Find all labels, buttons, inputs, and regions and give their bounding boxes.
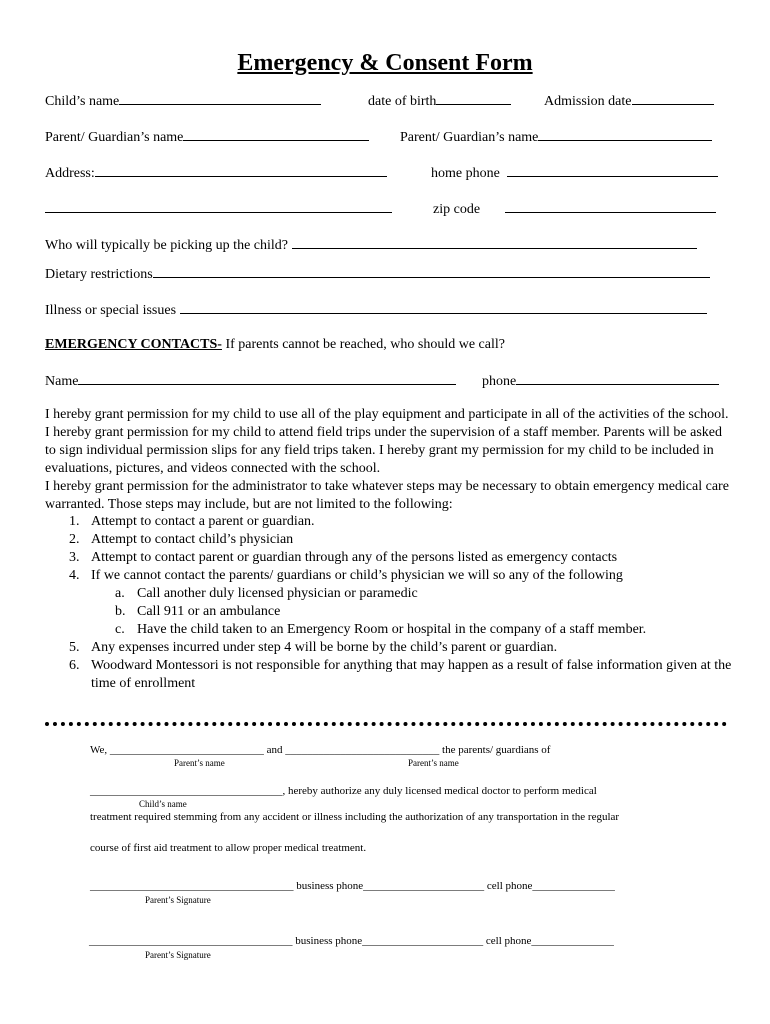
illness-field[interactable]	[180, 301, 707, 314]
page-title: Emergency & Consent Form	[237, 50, 533, 76]
home-phone-row	[431, 164, 718, 182]
list-item: b. Call 911 or an ambulance	[115, 603, 281, 619]
list-item: 6. Woodward Montessori is not responsible for anything that may happen as a result of false information given at the time of enrollment	[69, 657, 732, 691]
illness-label: Illness or special issues	[45, 303, 177, 318]
address-line-2-row	[45, 200, 392, 218]
guardian-1-label: Parent/ Guardian’s name	[45, 130, 184, 145]
guardian-2-label: Parent/ Guardian’s name	[400, 130, 539, 145]
childs-name-field[interactable]	[119, 92, 321, 105]
home-phone-label: home phone	[431, 166, 500, 181]
list-item: a. Call another duly licensed physician or paramedic	[115, 586, 418, 602]
list-item: 5. Any expenses incurred under step 4 will be borne by the child’s parent or guardian.	[69, 639, 558, 655]
signature-label-1: Parent’s Signature	[145, 895, 211, 905]
address-field[interactable]	[95, 164, 387, 177]
emergency-phone-field[interactable]	[516, 372, 719, 385]
list-item: 1. Attempt to contact a parent or guardian.	[69, 514, 315, 530]
pickup-label: Who will typically be picking up the child?	[45, 238, 288, 253]
guardian-1-field[interactable]	[183, 128, 369, 141]
emergency-name-label: Name	[45, 374, 79, 389]
emergency-heading-row	[45, 337, 505, 353]
admission-date-label: Admission date	[544, 94, 632, 109]
guardian-1-row	[45, 128, 369, 146]
dob-field[interactable]	[436, 92, 511, 105]
dietary-field[interactable]	[153, 265, 710, 278]
zip-code-field[interactable]	[505, 200, 716, 213]
admission-row	[544, 92, 714, 110]
list-item: 3. Attempt to contact parent or guardian through any of the persons listed as emergency contacts	[69, 550, 618, 566]
permissions-block	[45, 406, 735, 693]
address-line-2-field[interactable]	[45, 200, 392, 213]
address-row	[45, 164, 387, 182]
medical-steps-list	[45, 513, 735, 692]
dietary-label: Dietary restrictions	[45, 267, 153, 282]
emergency-question: If parents cannot be reached, who should we call?	[221, 337, 505, 352]
parents-name-label-1: Parent’s name	[174, 758, 225, 768]
guardian-2-row	[400, 128, 712, 146]
pickup-row	[45, 236, 697, 254]
emergency-phone-label: phone	[482, 374, 517, 389]
dob-label: date of birth	[368, 94, 437, 109]
consent-we-line[interactable]: We, ____________________________ and ____________________________ the parents/ guardians of	[90, 744, 551, 756]
list-item: 4. If we cannot contact the parents/ guardians or child’s physician we will so any of the following	[69, 568, 623, 584]
course-text: course of first aid treatment to allow proper medical treatment.	[90, 842, 367, 854]
childs-name-label: Child’s name	[45, 94, 120, 109]
emergency-phone-row	[482, 372, 719, 390]
childs-name-caption: Child’s name	[139, 799, 187, 809]
signature-line-1[interactable]: _____________________________________ business phone______________________ cell phone_______________	[90, 880, 615, 892]
admission-date-field[interactable]	[632, 92, 714, 105]
authorize-line[interactable]: ___________________________________, hereby authorize any duly licensed medical doctor to perform medical	[90, 785, 597, 797]
illness-row	[45, 301, 707, 319]
home-phone-field[interactable]	[507, 164, 718, 177]
emergency-name-field[interactable]	[78, 372, 456, 385]
parents-name-label-2: Parent’s name	[408, 758, 459, 768]
permission-play: I hereby grant permission for my child to use all of the play equipment and participate in all of the activities of the school.	[45, 407, 729, 422]
pickup-field[interactable]	[292, 236, 697, 249]
zip-code-row	[433, 200, 716, 218]
treatment-text: treatment required stemming from any accident or illness including the authorization of any transportation in the regular	[90, 811, 620, 823]
address-label: Address:	[45, 166, 95, 181]
dob-row	[368, 92, 511, 110]
zip-code-label: zip code	[433, 202, 481, 217]
signature-label-2: Parent’s Signature	[145, 950, 211, 960]
cut-line-divider	[45, 722, 727, 726]
emergency-heading: EMERGENCY CONTACTS-	[45, 337, 222, 352]
list-item: c. Have the child taken to an Emergency Room or hospital in the company of a staff member.	[115, 621, 647, 637]
signature-line-2[interactable]: _____________________________________ business phone______________________ cell phone_______________	[89, 935, 614, 947]
dietary-row	[45, 265, 710, 283]
guardian-2-field[interactable]	[538, 128, 712, 141]
emergency-name-row	[45, 372, 456, 390]
permission-field-trips: I hereby grant permission for my child to attend field trips under the supervision of a staff member. Parents will be asked to sign individual permission slips for any field trips taken. I hereby grant my permission for my child to be included in evaluations, pictures, and videos connected with the school.	[45, 424, 723, 476]
permission-medical: I hereby grant permission for the administrator to take whatever steps may be necessary to obtain emergency medical care warranted. Those steps may include, but are not limited to the following:	[45, 478, 729, 512]
list-item: 2. Attempt to contact child’s physician	[69, 532, 294, 548]
childs-name-row	[45, 92, 321, 110]
